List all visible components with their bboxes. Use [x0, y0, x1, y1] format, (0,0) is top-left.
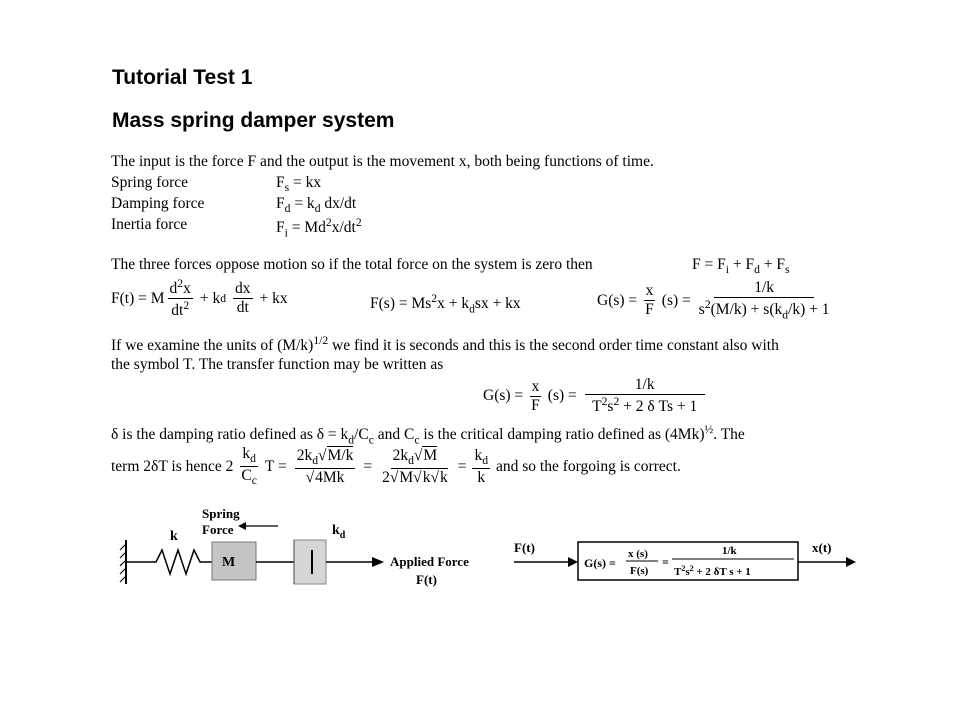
block-eq: = [662, 555, 669, 569]
force-label-spring: Spring force [111, 174, 189, 191]
mass-label: M [222, 555, 236, 570]
transfer-text: the symbol T. The transfer function may be written as [111, 356, 444, 373]
input-ft-label: F(t) [514, 540, 535, 555]
force-eq-spring: $F_s$ = kx [276, 174, 322, 195]
spring-force-label-1: Spring [202, 506, 240, 521]
force-label-damping: Damping force [111, 195, 205, 212]
eq-fs: $F(s) = Ms^2x + k_dsx$ + kx [370, 292, 521, 316]
applied-force-ft: F(t) [416, 572, 437, 587]
sum-equation: $F = F_i + F_d + F_s$ [692, 256, 790, 277]
arrow-left-icon [238, 522, 246, 530]
units-text: If we examine the units of $(M/k)^{1/2}$ we find it is seconds and this is the second order time constant also with [111, 334, 779, 355]
block-num: x (s) [628, 548, 648, 560]
page-title: Tutorial Test 1 [112, 66, 253, 89]
mass-spring-damper-diagram [118, 500, 498, 600]
spring-force-label-2: Force [202, 522, 234, 537]
block-den: F(s) [630, 565, 649, 577]
eq-gs-T: G(s) = $\frac{x}{F}$ (s) = $\frac{1/k}{T^2s^2 + 2 \delta Ts + 1}$ [483, 377, 708, 416]
output-xt-label: x(t) [812, 540, 832, 555]
block-gs: G(s) = [584, 556, 616, 570]
term-equation: term 2δT is hence 2 $\frac{k_d}{C_c}$ T = $\frac{2k_d√M/k}{√4Mk}$ = $\frac{2k_d√M}{2√M√k√k}$ = $\frac{k_d}{k}$ and so the forgoing is correct. [111, 445, 681, 488]
eq-ft: F(t) = M $\frac{d^2x}{dt^2}$ + k d $\frac{dx}{dt}$ + kx [111, 277, 288, 320]
damper-kd-label: $k_d$ [332, 523, 346, 541]
damping-ratio-text: δ is the damping ratio defined as $\delta = k_d/C_c$ and $C_c$ is the critical damping ratio defined as $(4Mk)^{\frac{1}{2}}$. The [111, 423, 745, 447]
page-subtitle: Mass spring damper system [112, 109, 395, 132]
damper-icon [294, 540, 326, 584]
spring-icon [126, 550, 212, 574]
output-arrow-icon [846, 557, 856, 567]
intro-text: The input is the force F and the output is the movement x, both being functions of time. [111, 153, 654, 170]
eq-gs: G(s) = $\frac{x}{F}$ (s) = $\frac{1/k}{s^2(M/k) + s(k_d/k) + 1}$ [597, 279, 830, 322]
force-eq-damping: $F_d = k_d$ dx/dt [276, 195, 357, 216]
arrow-right-icon [372, 557, 384, 567]
force-label-inertia: Inertia force [111, 216, 188, 233]
force-eq-inertia: $F_i = Md^2x/dt^2$ [276, 216, 362, 240]
block-rden: $T^2s^2 + 2$ δT s + 1 [674, 564, 751, 578]
applied-force-label: Applied Force [390, 554, 469, 569]
oppose-text: The three forces oppose motion so if the total force on the system is zero then [111, 256, 593, 273]
block-rnum: 1/k [722, 545, 737, 557]
spring-k-label: k [170, 529, 178, 544]
input-arrow-icon [568, 557, 578, 567]
block-diagram [512, 530, 862, 590]
